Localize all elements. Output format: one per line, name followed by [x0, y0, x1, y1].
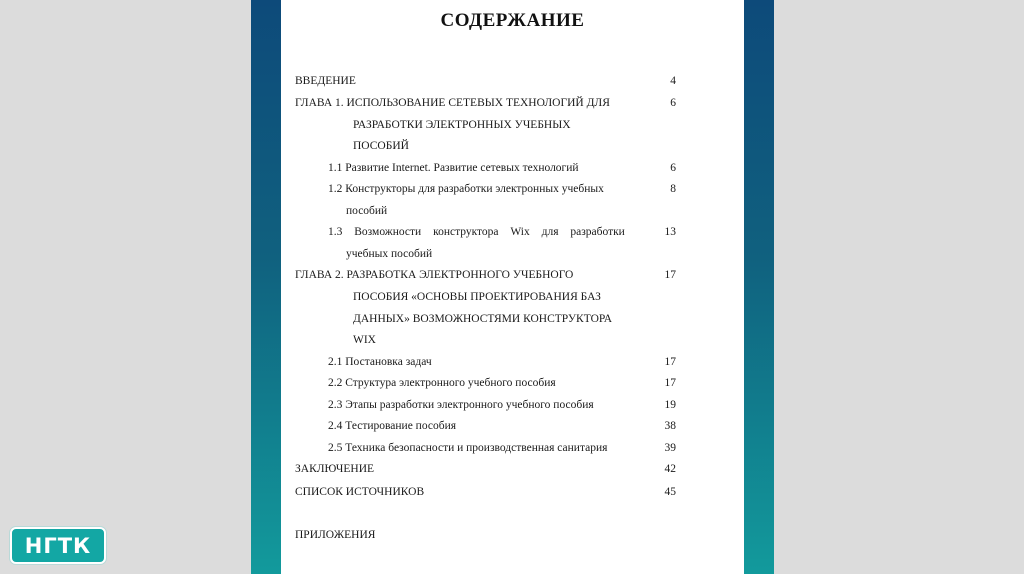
toc-entry-page: 17: [664, 269, 676, 281]
toc-entry-text: 1.3 Возможности конструктора Wix для разработки: [328, 226, 625, 238]
right-accent-bar: [744, 0, 774, 574]
toc-entry-text: ГЛАВА 2. РАЗРАБОТКА ЭЛЕКТРОННОГО УЧЕБНОГО: [295, 269, 574, 281]
toc-entry-text: учебных пособий: [346, 248, 433, 260]
toc-entry-text: 2.3 Этапы разработки электронного учебного пособия: [328, 399, 594, 411]
toc-entry-text: ПОСОБИЯ «ОСНОВЫ ПРОЕКТИРОВАНИЯ БАЗ: [353, 291, 601, 303]
toc-entry-text: WIX: [353, 334, 376, 346]
page-title: СОДЕРЖАНИЕ: [440, 10, 585, 31]
toc-entry-page: 6: [670, 162, 676, 174]
toc-entry-text: ВВЕДЕНИЕ: [295, 75, 356, 87]
toc-entry-page: 6: [670, 97, 676, 109]
toc-entry-page: 42: [664, 463, 676, 475]
ngtk-logo: [10, 527, 106, 564]
toc-entry-text: пособий: [346, 205, 388, 217]
toc-entry-page: 38: [664, 420, 676, 432]
toc-entry-text: ПРИЛОЖЕНИЯ: [295, 529, 376, 541]
toc-entry-text: 2.4 Тестирование пособия: [328, 420, 457, 432]
left-accent-bar: [251, 0, 281, 574]
toc-entry-text: ПОСОБИЙ: [353, 140, 409, 152]
toc-entry-page: 19: [664, 399, 676, 411]
toc-entry-text: 2.5 Техника безопасности и производственная санитария: [328, 442, 608, 454]
toc-entry-text: РАЗРАБОТКИ ЭЛЕКТРОННЫХ УЧЕБНЫХ: [353, 119, 571, 131]
toc-entry-text: ДАННЫХ» ВОЗМОЖНОСТЯМИ КОНСТРУКТОРА: [353, 313, 613, 325]
toc-entry-text: СПИСОК ИСТОЧНИКОВ: [295, 486, 425, 498]
document-page: [281, 0, 744, 574]
toc-entry-text: 2.2 Структура электронного учебного пособия: [328, 377, 556, 389]
toc-entry-page: 13: [664, 226, 676, 238]
toc-entry-page: 17: [664, 356, 676, 368]
toc-entry-page: 8: [670, 183, 676, 195]
toc-entry-page: 17: [664, 377, 676, 389]
toc-entry-text: ЗАКЛЮЧЕНИЕ: [295, 463, 375, 475]
toc-entry-page: 45: [664, 486, 676, 498]
toc-entry-text: 1.2 Конструкторы для разработки электронных учебных: [328, 183, 604, 195]
toc-entry-page: 4: [670, 75, 676, 87]
toc-entry-page: 39: [664, 442, 676, 454]
logo-text: НГТК: [24, 533, 92, 558]
toc-entry-text: ГЛАВА 1. ИСПОЛЬЗОВАНИЕ СЕТЕВЫХ ТЕХНОЛОГИЙ ДЛЯ: [295, 97, 610, 109]
toc-entry-text: 1.1 Развитие Internet. Развитие сетевых технологий: [328, 162, 579, 174]
toc-entry-text: 2.1 Постановка задач: [328, 356, 432, 368]
